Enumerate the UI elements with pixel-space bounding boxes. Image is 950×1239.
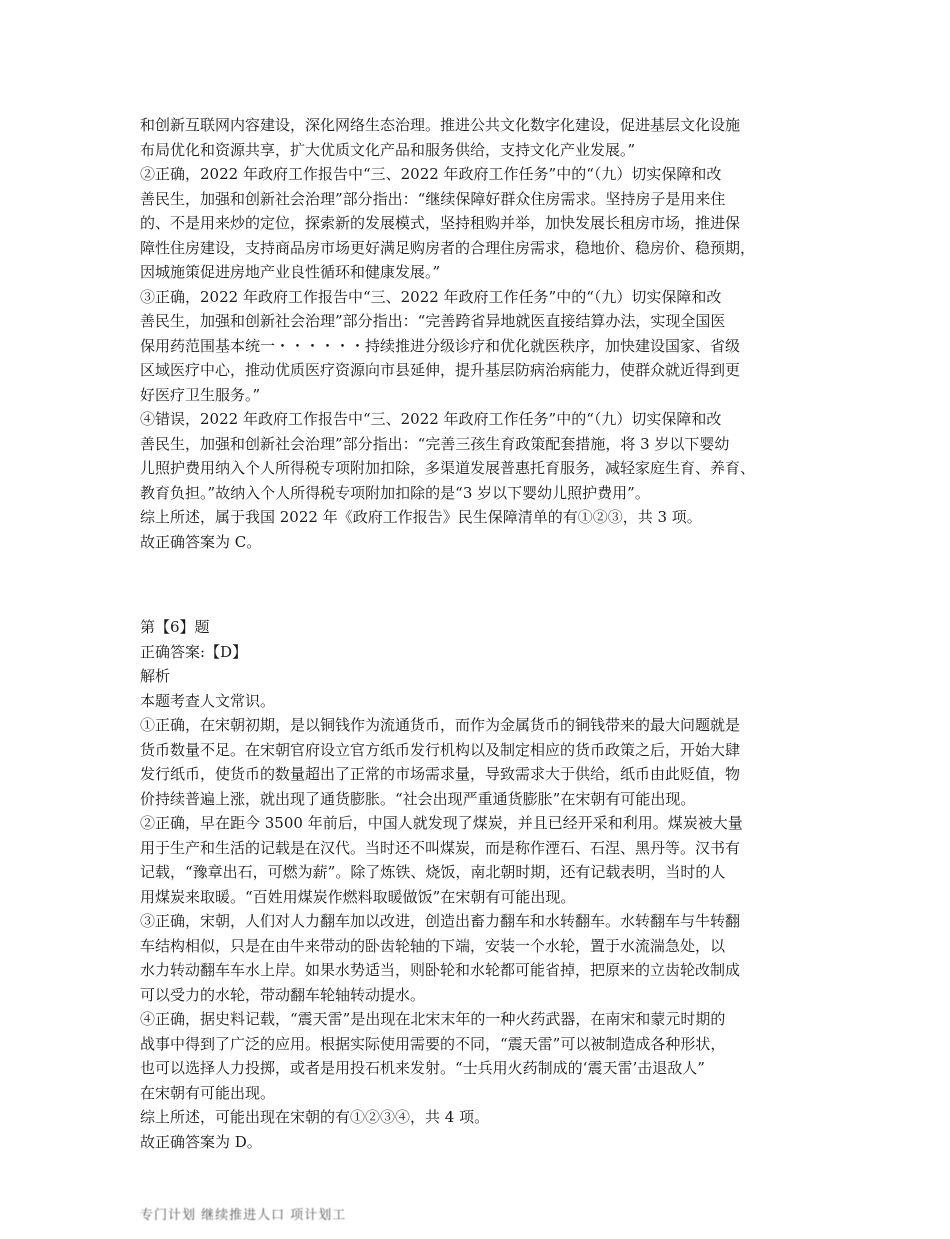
final-answer-line: 故正确答案为 D。 <box>140 1132 262 1151</box>
text-line: 战事中得到了广泛的应用。根据实际使用需要的不同，“震天雷”可以被制造成各种形状， <box>140 1034 726 1053</box>
text-line: 记载，“豫章出石，可燃为薪”。除了炼铁、烧饭，南北朝时期，还有记载表明，当时的人 <box>140 863 726 881</box>
document-page <box>140 113 812 1229</box>
text-line: 布局优化和资源共享，扩大优质文化产品和服务供给，支持文化产业发展。” <box>140 140 636 159</box>
final-answer-line: 故正确答案为 C。 <box>140 532 262 551</box>
text-line: ④正确，据史料记载，“震天雷”是出现在北宋末年的一种火药武器，在南宋和蒙元时期的 <box>140 1010 726 1028</box>
text-line: 也可以选择人力投掷，或者是用投石机来发射。“士兵用火药制成的‘震天雷’击退敌人” <box>140 1059 705 1077</box>
text-line: 货币数量不足。在宋朝官府设立官方纸币发行机构以及制定相应的货币政策之后，开始大肆 <box>140 740 741 759</box>
correct-answer: 正确答案:【D】 <box>140 642 248 661</box>
text-line: 用煤炭来取暖。“百姓用煤炭作燃料取暖做饭”在宋朝有可能出现。 <box>140 887 576 906</box>
text-line: 教育负担。”故纳入个人所得税专项附加扣除的是“3 岁以下婴幼儿照护费用”。 <box>140 483 650 502</box>
previous-answer-explanation <box>140 113 812 554</box>
text-line: 可以受力的水轮，带动翻车轮轴转动提水。 <box>140 985 426 1004</box>
text-line: ②正确，2022 年政府工作报告中“三、2022 年政府工作任务”中的“（九）切实保障和改 <box>140 165 722 183</box>
text-line: 用于生产和生活的记载是在汉代。当时还不叫煤炭，而是称作湮石、石涅、黑丹等。汉书有 <box>140 838 741 857</box>
text-line: 本题考查人文常识。 <box>140 691 276 710</box>
text-line: ①正确，在宋朝初期，是以铜钱作为流通货币，而作为金属货币的铜钱带来的最大问题就是 <box>140 716 741 734</box>
text-line: ③正确，2022 年政府工作报告中“三、2022 年政府工作任务”中的“（九）切实保障和改 <box>140 287 722 306</box>
text-line: 发行纸币，使货币的数量超出了正常的市场需求量，导致需求大于供给，纸币由此贬值，物 <box>140 765 741 783</box>
text-line: 善民生，加强和创新社会治理”部分指出：“完善跨省异地就医直接结算办法，实现全国医 <box>140 312 726 330</box>
text-line: 儿照护费用纳入个人所得税专项附加扣除，多渠道发展普惠托育服务，减轻家庭生育、养育、 <box>140 459 756 477</box>
text-line: 因城施策促进房地产业良性循环和健康发展。” <box>140 263 441 281</box>
text-line: 善民生，加强和创新社会治理”部分指出：“继续保障好群众住房需求。坚持房子是用来住 <box>140 189 726 208</box>
text-line: 的、不是用来炒的定位，探索新的发展模式，坚持租购并举，加快发展长租房市场，推进保 <box>140 214 741 232</box>
text-line: 保用药范围基本统一・・・・・・持续推进分级诊疗和优化就医秩序，加快建设国家、省级 <box>140 336 741 355</box>
text-line: ④错误，2022 年政府工作报告中“三、2022 年政府工作任务”中的“（九）切实保障和改 <box>140 410 722 428</box>
analysis-heading: 解析 <box>140 667 171 685</box>
text-line: ③正确，宋朝，人们对人力翻车加以改进，创造出畜力翻车和水转翻车。水转翻车与牛转翻 <box>140 912 741 930</box>
summary-line: 综上所述，可能出现在宋朝的有①②③④，共 4 项。 <box>140 1108 490 1126</box>
text-line: 障性住房建设，支持商品房市场更好满足购房者的合理住房需求，稳地价、稳房价、稳预期， <box>140 238 756 257</box>
question-title: 第【6】题 <box>140 618 210 636</box>
summary-line: 综上所述，属于我国 2022 年《政府工作报告》民生保障清单的有①②③，共 3 项。 <box>140 508 702 526</box>
section-spacer <box>140 554 812 615</box>
cut-off-next-section: 专门计划 继续推进人口 项计划工 <box>140 1208 347 1223</box>
text-line: 价持续普遍上涨，就出现了通货膨胀。“社会出现严重通货膨胀”在宋朝有可能出现。 <box>140 789 696 808</box>
text-line: 车结构相似，只是在由牛来带动的卧齿轮轴的下端，安装一个水轮，置于水流湍急处，以 <box>140 936 726 955</box>
text-line: 和创新互联网内容建设，深化网络生态治理。推进公共文化数字化建设，促进基层文化设施 <box>140 116 741 134</box>
text-line: ②正确，早在距今 3500 年前后，中国人就发现了煤炭，并且已经开采和利用。煤炭被大量 <box>140 814 743 832</box>
text-line: 善民生，加强和创新社会治理”部分指出：“完善三孩生育政策配套措施，将 3 岁以下婴幼 <box>140 434 730 453</box>
text-line: 区域医疗中心，推动优质医疗资源向市县延伸，提升基层防病治病能力，使群众就近得到更 <box>140 361 741 379</box>
section-spacer <box>140 1154 812 1204</box>
text-line: 水力转动翻车车水上岸。如果水势适当，则卧轮和水轮都可能省掉，把原来的立齿轮改制成 <box>140 961 741 979</box>
text-line: 好医疗卫生服务。” <box>140 385 261 404</box>
question-6-section <box>140 615 812 1154</box>
text-line: 在宋朝有可能出现。 <box>140 1083 276 1102</box>
